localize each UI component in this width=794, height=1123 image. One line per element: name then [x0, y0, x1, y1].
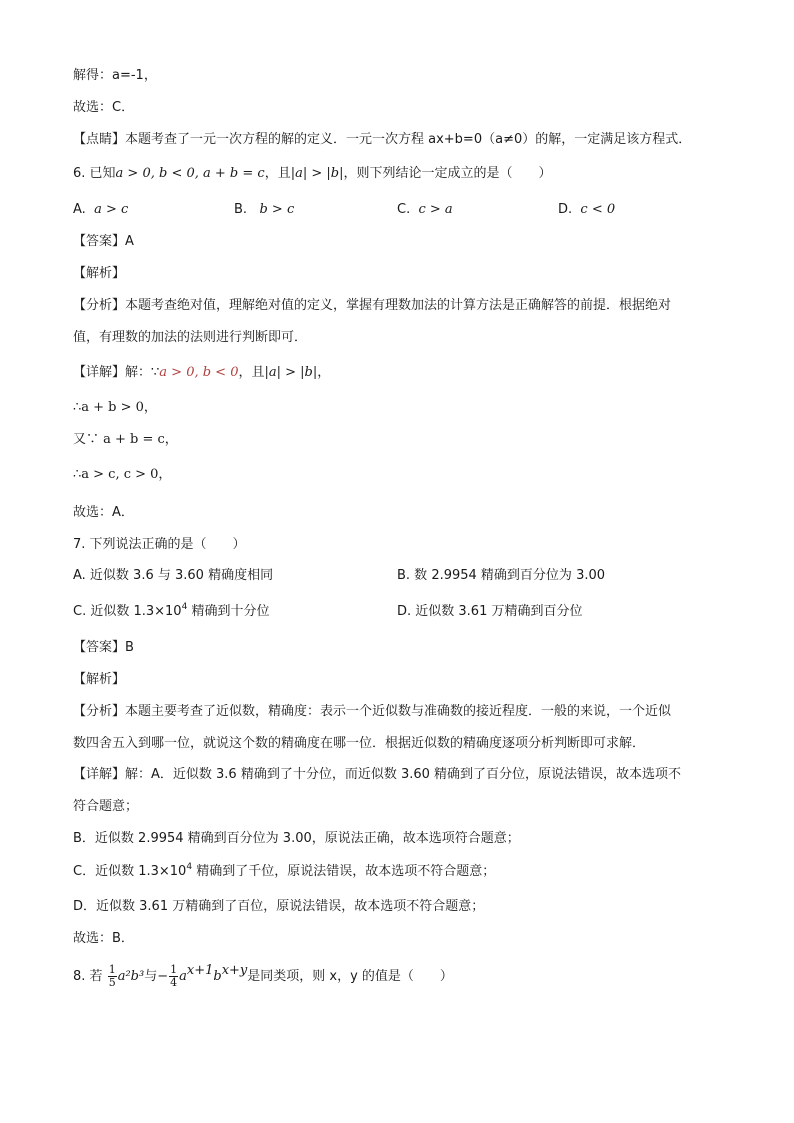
step-line-3: ∴a > c, c > 0， — [73, 467, 172, 482]
option-label: D. — [558, 202, 573, 217]
question-6-option-d — [558, 200, 615, 220]
detail-7-line-2: 符合题意； — [73, 799, 139, 814]
analysis-6-line-1: 【分析】本题考查绝对值，理解绝对值的定义，掌握有理数加法的计算方法是正确解答的前提．根据绝对 — [73, 298, 672, 313]
option-label: A. — [73, 202, 86, 217]
question-8-prefix: 8. 若 — [73, 969, 103, 984]
detail-6-prefix: 【详解】解：∵ — [73, 365, 160, 380]
question-7-option-d: D. 近似数 3.61 万精确到百分位 — [397, 604, 583, 619]
denominator: 5 — [108, 976, 116, 989]
detail-6-end: ， — [317, 365, 331, 380]
question-6-absolute: |a| > |b| — [290, 166, 344, 181]
question-6-suffix: ，则下列结论一定成立的是（ ） — [343, 166, 552, 181]
term-2-exponent-a: x+1 — [186, 963, 214, 978]
detail-7-line-1: 【详解】解：A．近似数 3.6 精确到了十分位，而近似数 3.60 精确到了百分位，原说法错误，故本选项不 — [73, 767, 682, 782]
question-8-suffix: 是同类项，则 x，y 的值是（ ） — [247, 969, 453, 984]
option-math: a > c — [94, 202, 129, 217]
denominator: 4 — [170, 976, 178, 989]
question-6-option-c — [397, 200, 453, 220]
analysis-6-line-2: 值，有理数的加法的法则进行判断即可． — [73, 330, 308, 345]
analysis-7-line-2: 数四舍五入到哪一位，就说这个数的精确度在哪一位．根据近似数的精确度逐项分析判断即可求解． — [73, 736, 646, 751]
answer-choice-line: 故选：C． — [73, 100, 135, 115]
detail-6 — [73, 363, 744, 383]
term-2-exponent-b: x+y — [221, 963, 248, 978]
minus-sign: − — [157, 969, 169, 984]
option-label: C. — [397, 202, 411, 217]
step-line-1: ∴a + b > 0， — [73, 400, 157, 415]
remark-line: 【点睛】本题考查了一元一次方程的解的定义．一元一次方程 ax+b=0（a≠0）的解，一定满足该方程式． — [73, 132, 692, 147]
question-7-option-c — [73, 602, 269, 622]
step-line-2: 又∵ a + b = c， — [73, 432, 178, 447]
detail-7-option-d: D．近似数 3.61 万精确到了百位，原说法错误，故本选项不符合题意； — [73, 899, 485, 914]
answer-choice-7: 故选：B． — [73, 931, 134, 946]
fraction-one-fifth — [108, 964, 117, 989]
detail-text: 精确到了千位，原说法错误，故本选项不符合题意； — [192, 864, 496, 879]
option-label: B. — [234, 202, 248, 217]
exponent: 4 — [181, 602, 188, 612]
answer-7: 【答案】B — [73, 640, 134, 655]
term-2-base-a: a — [179, 969, 187, 984]
detail-7-option-b: B．近似数 2.9954 精确到百分位为 3.00，原说法正确，故本选项符合题意； — [73, 831, 520, 846]
term-1: a²b³ — [117, 969, 145, 984]
option-math: b > c — [259, 202, 295, 217]
numerator: 1 — [170, 963, 178, 976]
fraction-one-fourth — [169, 964, 178, 989]
exponent: 4 — [186, 862, 193, 872]
answer-6: 【答案】A — [73, 234, 134, 249]
question-7-option-a: A. 近似数 3.6 与 3.60 精确度相同 — [73, 568, 274, 583]
answer-choice-6: 故选：A． — [73, 505, 134, 520]
question-6-prefix: 6. 已知 — [73, 166, 116, 181]
analysis-7-line-1: 【分析】本题主要考查了近似数，精确度：表示一个近似数与准确数的接近程度．一般的来说，一个近似 — [73, 704, 672, 719]
question-6-condition: a > 0, b < 0, a + b = c — [115, 166, 265, 181]
option-text: 精确到十分位 — [187, 604, 270, 619]
detail-7-option-c — [73, 862, 744, 882]
question-6-option-a — [73, 200, 128, 220]
detail-text: C．近似数 1.3×10 — [73, 864, 187, 879]
term-2-base-b: b — [213, 969, 222, 984]
option-text: C. 近似数 1.3×10 — [73, 604, 182, 619]
question-6-option-b — [234, 200, 294, 220]
question-8 — [73, 963, 744, 991]
analysis-heading-7: 【解析】 — [73, 672, 126, 687]
analysis-heading-6: 【解析】 — [73, 266, 126, 281]
detail-6-mid: ，且 — [238, 365, 265, 380]
solution-line: 解得：a=-1， — [73, 68, 157, 83]
detail-6-condition: a > 0, b < 0 — [159, 365, 239, 380]
question-7: 7. 下列说法正确的是（ ） — [73, 537, 246, 552]
question-6-mid: ，且 — [264, 166, 291, 181]
option-math: c < 0 — [580, 202, 616, 217]
option-math: c > a — [418, 202, 453, 217]
question-7-option-b: B. 数 2.9954 精确到百分位为 3.00 — [397, 568, 606, 583]
detail-6-absolute: |a| > |b| — [264, 365, 318, 380]
question-8-mid: 与 — [144, 969, 158, 984]
question-6 — [73, 164, 744, 184]
numerator: 1 — [108, 963, 116, 976]
